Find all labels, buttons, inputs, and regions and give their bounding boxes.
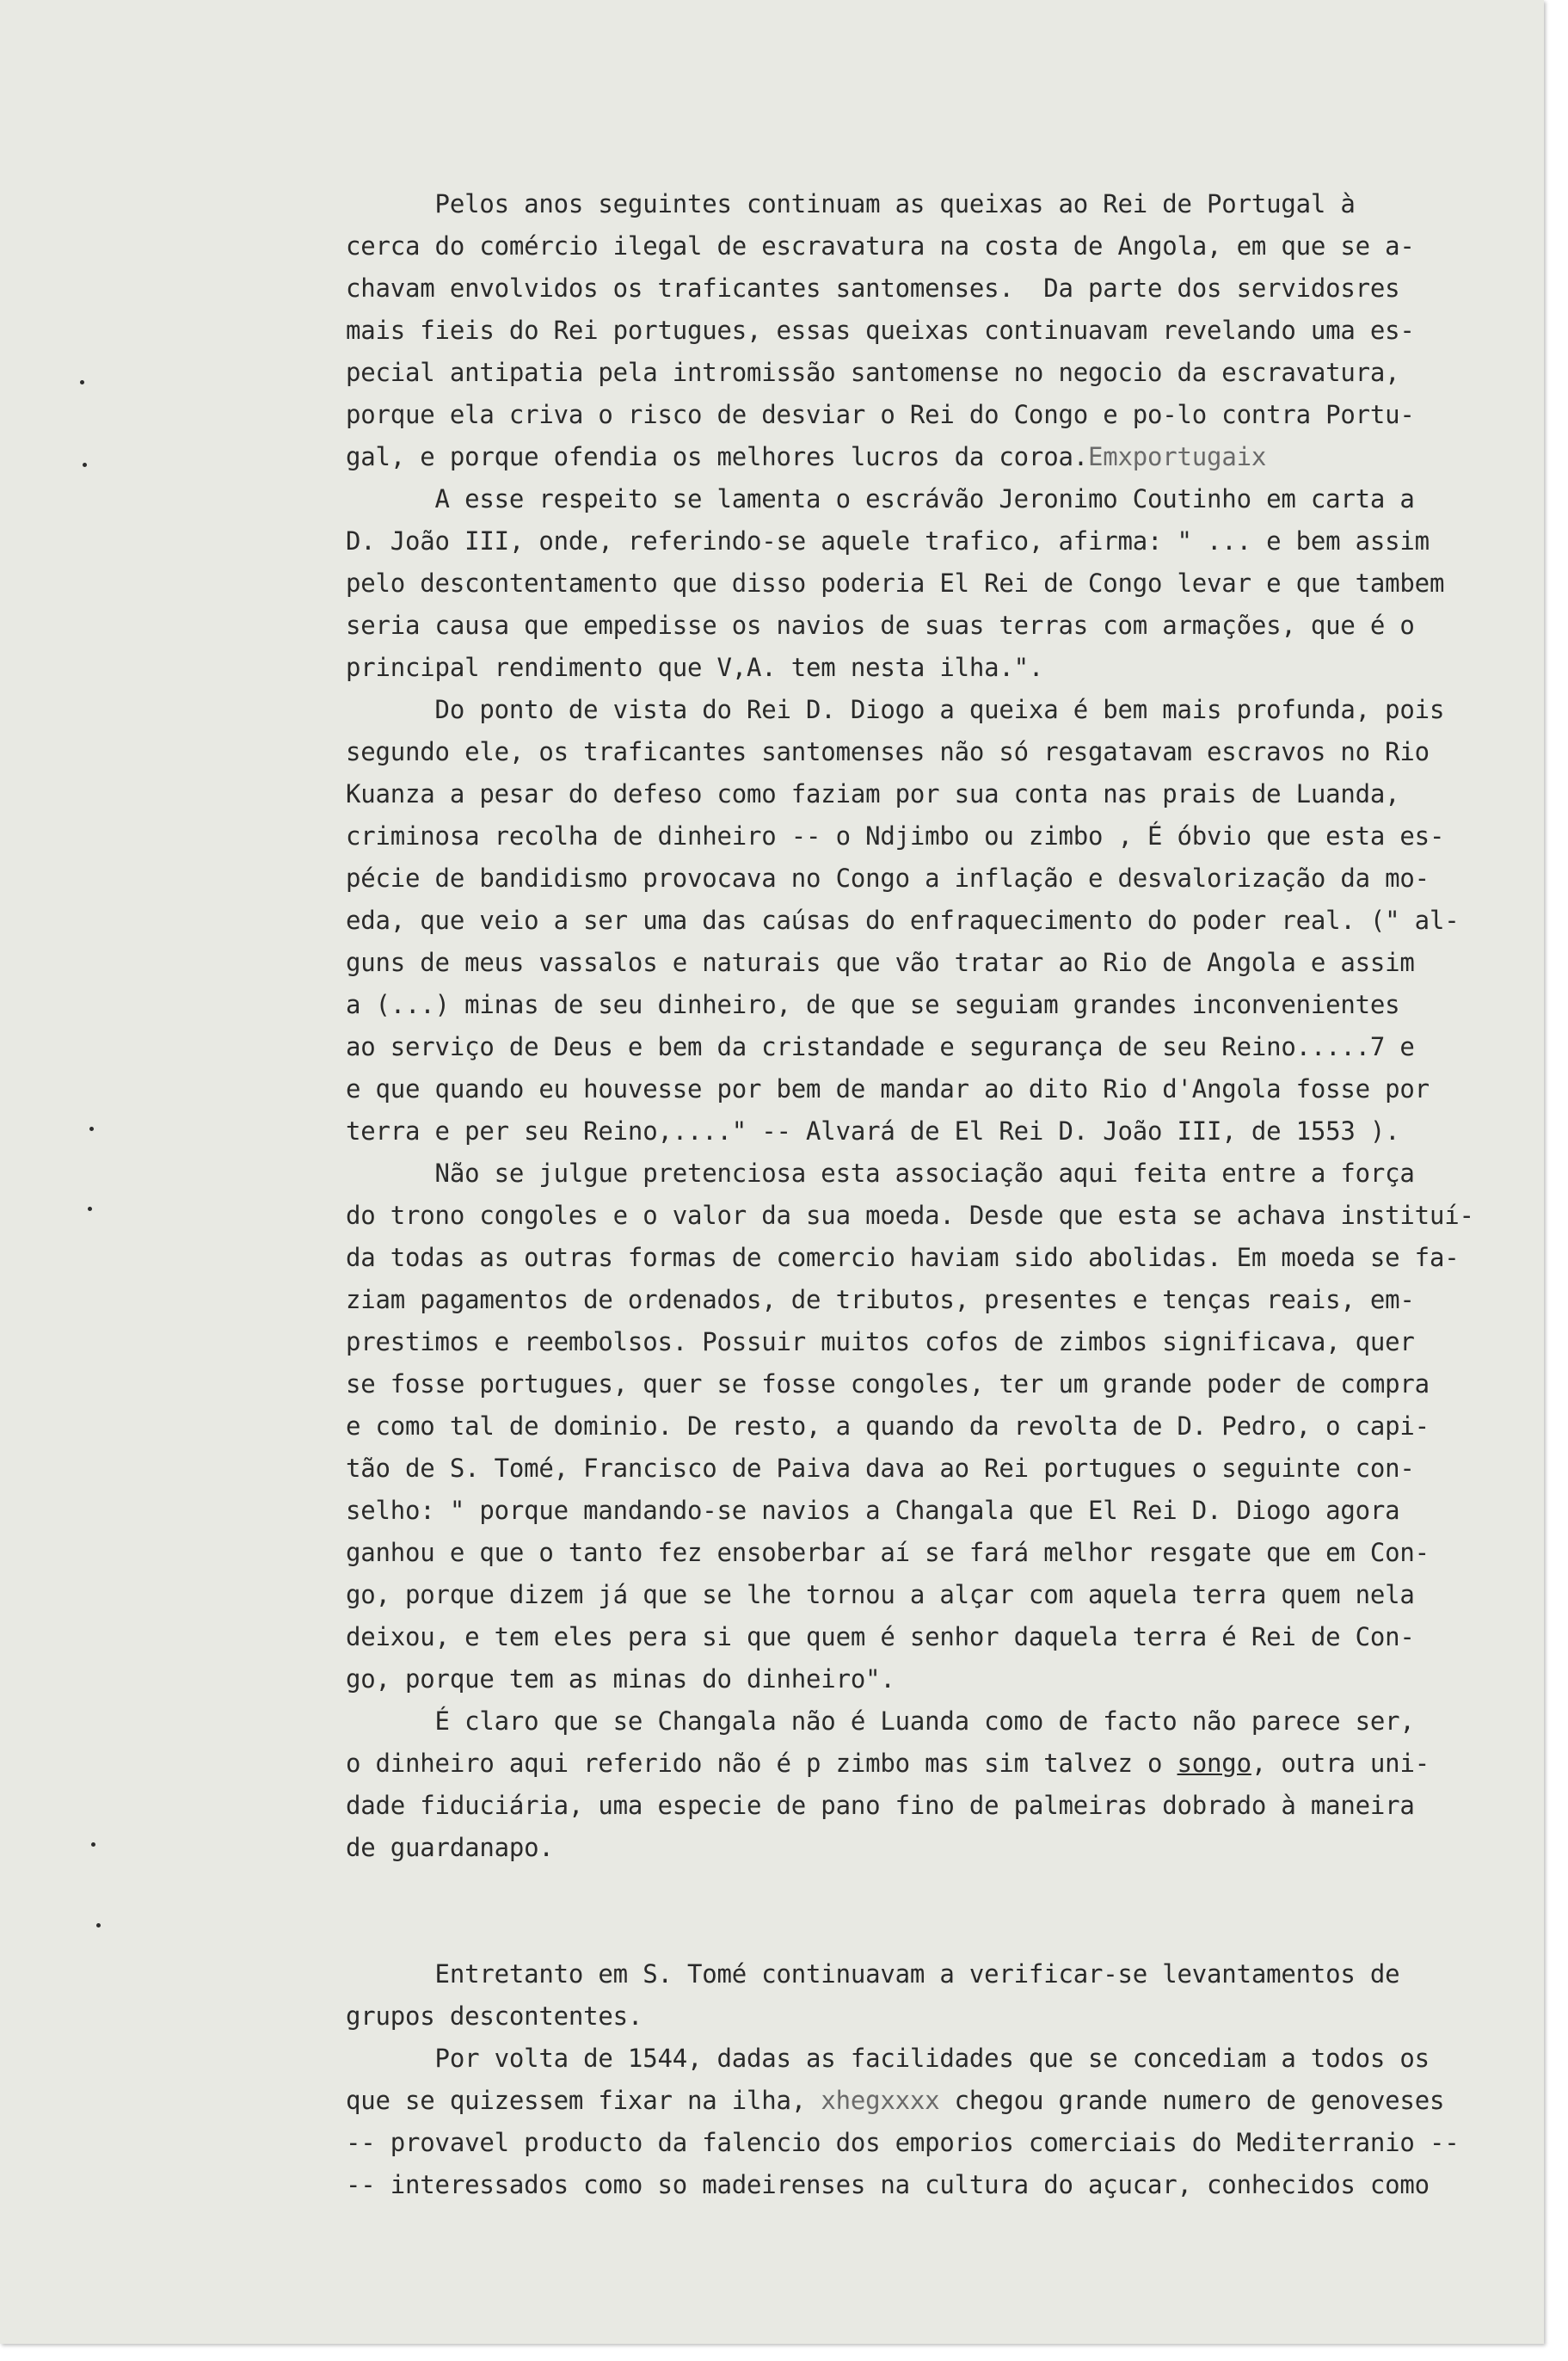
text-line xyxy=(346,436,1516,478)
text-line: porque ela criva o risco de desviar o Rei do Congo e po-lo contra Portu- xyxy=(346,400,1415,429)
margin-dot xyxy=(89,1127,94,1131)
text-line: seria causa que empedisse os navios de suas terras com armações, que é o xyxy=(346,611,1415,640)
text-line: -- provavel producto da falencio dos emporios comerciais do Mediterranio -- xyxy=(346,2128,1460,2157)
line-text: gal, e porque ofendia os melhores lucros da coroa. xyxy=(346,442,1088,471)
text-line: tão de S. Tomé, Francisco de Paiva dava ao Rei portugues o seguinte con- xyxy=(346,1454,1415,1483)
text-line: ao serviço de Deus e bem da cristandade e segurança de seu Reino.....7 e xyxy=(346,1032,1415,1061)
body-text xyxy=(346,183,1516,2206)
underlined-word: songo xyxy=(1177,1749,1251,1778)
text-line: da todas as outras formas de comercio haviam sido abolidas. Em moeda se fa- xyxy=(346,1243,1460,1272)
text-line: Kuanza a pesar do defeso como faziam por sua conta nas prais de Luanda, xyxy=(346,779,1400,809)
margin-dot xyxy=(88,1207,92,1211)
text-line: principal rendimento que V,A. tem nesta ilha.". xyxy=(346,653,1044,682)
line-tail: , outra uni- xyxy=(1251,1749,1430,1778)
text-line: ziam pagamentos de ordenados, de tributos, presentes e tenças reais, em- xyxy=(346,1285,1415,1314)
text-line: É claro que se Changala não é Luanda como de facto não parece ser, xyxy=(346,1706,1415,1736)
text-line: Do ponto de vista do Rei D. Diogo a queixa é bem mais profunda, pois xyxy=(346,695,1445,724)
text-line: selho: " porque mandando-se navios a Changala que El Rei D. Diogo agora xyxy=(346,1496,1400,1525)
line-text: o dinheiro aqui referido não é p zimbo mas sim talvez o xyxy=(346,1749,1178,1778)
line-tail: chegou grande numero de genoveses xyxy=(939,2086,1445,2115)
margin-dot xyxy=(91,1842,95,1847)
line-text: que se quizessem fixar na ilha, xyxy=(346,2086,807,2115)
text-line: de guardanapo. xyxy=(346,1833,554,1862)
text-line xyxy=(346,1743,1516,1785)
margin-dot xyxy=(83,463,87,467)
text-line: pécie de bandidismo provocava no Congo a inflação e desvalorização da mo- xyxy=(346,864,1430,893)
margin-dot xyxy=(80,380,84,384)
text-line: Por volta de 1544, dadas as facilidades que se concediam a todos os xyxy=(346,2044,1430,2073)
text-line: cerca do comércio ilegal de escravatura na costa de Angola, em que se a- xyxy=(346,231,1415,261)
text-line: Não se julgue pretenciosa esta associação aqui feita entre a força xyxy=(346,1159,1415,1188)
struck-text: Emxportugaix xyxy=(1087,442,1267,471)
text-line: se fosse portugues, quer se fosse congoles, ter um grande poder de compra xyxy=(346,1369,1430,1399)
text-line: e que quando eu houvesse por bem de mandar ao dito Rio d'Angola fosse por xyxy=(346,1074,1430,1104)
text-line: pelo descontentamento que disso poderia El Rei de Congo levar e que tambem xyxy=(346,569,1445,598)
text-line: deixou, e tem eles pera si que quem é senhor daquela terra é Rei de Con- xyxy=(346,1622,1415,1651)
text-line: mais fieis do Rei portugues, essas queixas continuavam revelando uma es- xyxy=(346,316,1415,345)
text-line: dade fiduciária, uma especie de pano fino de palmeiras dobrado à maneira xyxy=(346,1791,1415,1820)
text-line: prestimos e reembolsos. Possuir muitos cofos de zimbos significava, quer xyxy=(346,1327,1415,1356)
text-line: terra e per seu Reino,...." -- Alvará de El Rei D. João III, de 1553 ). xyxy=(346,1116,1400,1146)
text-line: guns de meus vassalos e naturais que vão tratar ao Rio de Angola e assim xyxy=(346,948,1415,977)
struck-text: xhegxxxx xyxy=(821,2086,940,2115)
text-line: Pelos anos seguintes continuam as queixas ao Rei de Portugal à xyxy=(346,189,1356,218)
text-line: pecial antipatia pela intromissão santomense no negocio da escravatura, xyxy=(346,358,1400,387)
margin-dot xyxy=(96,1923,101,1928)
paragraph-gap xyxy=(346,1869,1516,1953)
text-line: criminosa recolha de dinheiro -- o Ndjimbo ou zimbo , É óbvio que esta es- xyxy=(346,821,1445,851)
text-line: eda, que veio a ser uma das caúsas do enfraquecimento do poder real. (" al- xyxy=(346,906,1460,935)
text-line: Entretanto em S. Tomé continuavam a verificar-se levantamentos de xyxy=(346,1959,1400,1989)
text-line: do trono congoles e o valor da sua moeda. Desde que esta se achava instituí- xyxy=(346,1201,1474,1230)
text-line: go, porque tem as minas do dinheiro". xyxy=(346,1664,895,1694)
text-line: D. João III, onde, referindo-se aquele trafico, afirma: " ... e bem assim xyxy=(346,526,1430,556)
text-line: A esse respeito se lamenta o escrávão Jeronimo Coutinho em carta a xyxy=(346,484,1415,513)
text-line: e como tal de dominio. De resto, a quando da revolta de D. Pedro, o capi- xyxy=(346,1411,1430,1441)
text-line: -- interessados como so madeirenses na cultura do açucar, conhecidos como xyxy=(346,2170,1430,2199)
text-line: grupos descontentes. xyxy=(346,2001,643,2031)
text-line: ganhou e que o tanto fez ensoberbar aí se fará melhor resgate que em Con- xyxy=(346,1538,1430,1567)
text-line: segundo ele, os traficantes santomenses não só resgatavam escravos no Rio xyxy=(346,737,1430,766)
text-line xyxy=(346,2080,1516,2122)
text-line: chavam envolvidos os traficantes santomenses. Da parte dos servidosres xyxy=(346,274,1400,303)
text-line: a (...) minas de seu dinheiro, de que se seguiam grandes inconvenientes xyxy=(346,990,1400,1019)
text-line: go, porque dizem já que se lhe tornou a alçar com aquela terra quem nela xyxy=(346,1580,1415,1609)
